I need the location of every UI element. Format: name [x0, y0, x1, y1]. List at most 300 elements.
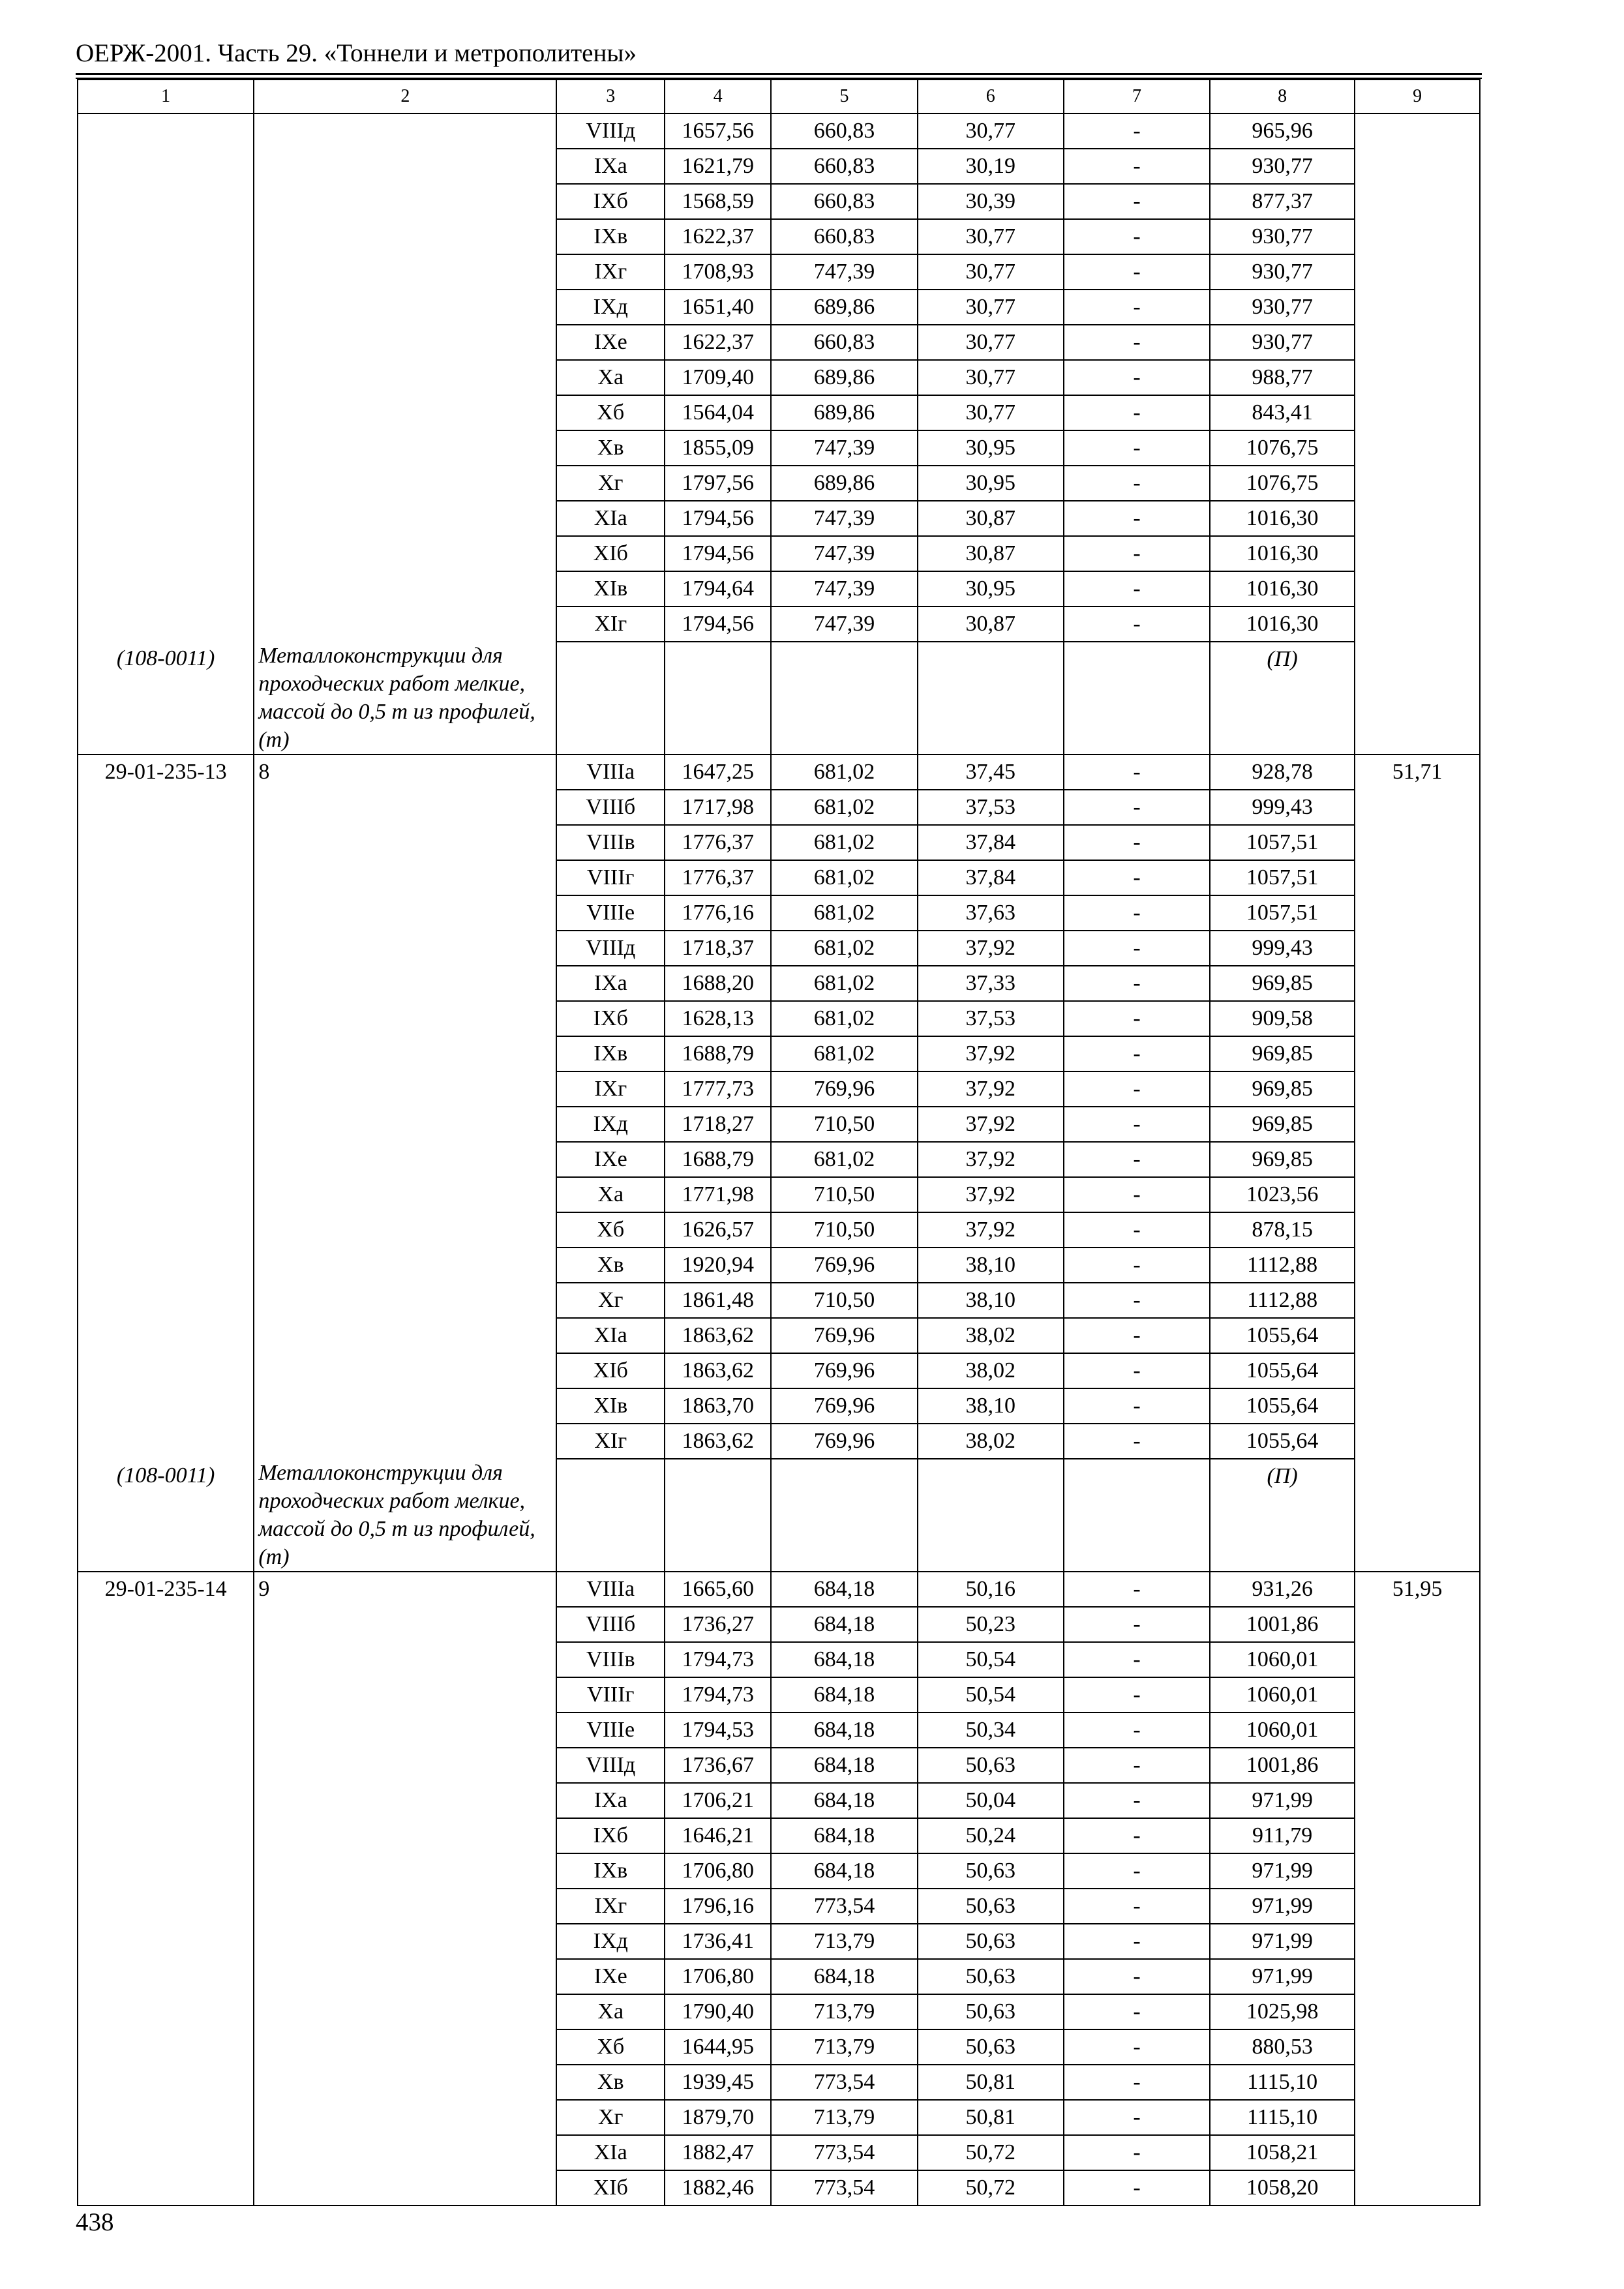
- materials-cell: 931,26: [1210, 1572, 1355, 1607]
- total-cost-cell: 1879,70: [665, 2100, 771, 2135]
- table-row: [78, 1853, 1480, 1889]
- zone-cell: XIг: [556, 606, 665, 642]
- code-cell: [78, 860, 254, 895]
- machine-cost-cell: 37,92: [918, 1212, 1064, 1248]
- machine-cost-cell: 37,84: [918, 825, 1064, 860]
- name-cell: [254, 1248, 556, 1283]
- wages-cell: 684,18: [771, 1783, 917, 1818]
- total-cost-cell: 1708,93: [665, 254, 771, 290]
- name-cell: [254, 466, 556, 501]
- driver-wages-cell: -: [1064, 2029, 1210, 2065]
- labor-empty-cell: [1355, 1283, 1480, 1318]
- code-cell: [78, 825, 254, 860]
- code-cell: [78, 1642, 254, 1677]
- name-cell: [254, 149, 556, 184]
- labor-empty-cell: [1355, 1783, 1480, 1818]
- code-cell: [78, 2170, 254, 2206]
- table-row: [78, 2065, 1480, 2100]
- code-cell: [78, 536, 254, 571]
- machine-cost-cell: 30,77: [918, 395, 1064, 430]
- driver-wages-cell: -: [1064, 2170, 1210, 2206]
- table-row: [78, 2135, 1480, 2170]
- wages-cell: 689,86: [771, 466, 917, 501]
- wages-cell: 747,39: [771, 501, 917, 536]
- machine-cost-cell: 37,92: [918, 1177, 1064, 1212]
- code-cell: [78, 395, 254, 430]
- rate-code: 29-01-235-14: [78, 1572, 254, 1607]
- resource-empty-cell: [556, 642, 665, 755]
- resource-row: [78, 642, 1480, 755]
- wages-cell: 684,18: [771, 1853, 917, 1889]
- wages-cell: 713,79: [771, 1924, 917, 1959]
- code-cell: [78, 184, 254, 219]
- driver-wages-cell: -: [1064, 1248, 1210, 1283]
- resource-row: [78, 1459, 1480, 1572]
- zone-cell: Xв: [556, 1248, 665, 1283]
- table-row: [78, 1889, 1480, 1924]
- labor-empty-cell: [1355, 2065, 1480, 2100]
- table-row: [78, 1677, 1480, 1713]
- driver-wages-cell: -: [1064, 1642, 1210, 1677]
- labor-empty-cell: [1355, 642, 1480, 755]
- zone-cell: XIв: [556, 1388, 665, 1424]
- table-row: [78, 1353, 1480, 1388]
- zone-cell: XIг: [556, 1424, 665, 1459]
- labor-cell: 51,71: [1355, 755, 1480, 790]
- wages-cell: 681,02: [771, 966, 917, 1001]
- materials-cell: 971,99: [1210, 1853, 1355, 1889]
- name-cell: [254, 1142, 556, 1177]
- labor-empty-cell: [1355, 606, 1480, 642]
- name-cell: [254, 2065, 556, 2100]
- table-row: [78, 501, 1480, 536]
- total-cost-cell: 1855,09: [665, 430, 771, 466]
- code-cell: [78, 1212, 254, 1248]
- total-cost-cell: 1863,70: [665, 1388, 771, 1424]
- wages-cell: 689,86: [771, 290, 917, 325]
- labor-empty-cell: [1355, 1212, 1480, 1248]
- machine-cost-cell: 50,81: [918, 2065, 1064, 2100]
- driver-wages-cell: -: [1064, 1424, 1210, 1459]
- labor-empty-cell: [1355, 2029, 1480, 2065]
- wages-cell: 660,83: [771, 219, 917, 254]
- total-cost-cell: 1796,16: [665, 1889, 771, 1924]
- machine-cost-cell: 30,77: [918, 113, 1064, 149]
- table-row: [78, 360, 1480, 395]
- wages-cell: 773,54: [771, 2065, 917, 2100]
- machine-cost-cell: 50,54: [918, 1642, 1064, 1677]
- code-cell: [78, 290, 254, 325]
- table-row: [78, 1142, 1480, 1177]
- materials-cell: 911,79: [1210, 1818, 1355, 1853]
- machine-cost-cell: 37,45: [918, 755, 1064, 790]
- driver-wages-cell: -: [1064, 290, 1210, 325]
- table-row: [78, 219, 1480, 254]
- materials-cell: 1057,51: [1210, 825, 1355, 860]
- zone-cell: Xб: [556, 1212, 665, 1248]
- labor-empty-cell: [1355, 1459, 1480, 1572]
- driver-wages-cell: -: [1064, 860, 1210, 895]
- zone-cell: Xa: [556, 360, 665, 395]
- zone-cell: XIб: [556, 1353, 665, 1388]
- table-row: [78, 931, 1480, 966]
- driver-wages-cell: -: [1064, 1283, 1210, 1318]
- code-cell: [78, 219, 254, 254]
- total-cost-cell: 1718,37: [665, 931, 771, 966]
- table-row: [78, 113, 1480, 149]
- resource-marker: (П): [1210, 1459, 1355, 1572]
- total-cost-cell: 1688,20: [665, 966, 771, 1001]
- code-cell: [78, 1783, 254, 1818]
- driver-wages-cell: -: [1064, 254, 1210, 290]
- wages-cell: 681,02: [771, 825, 917, 860]
- wages-cell: 713,79: [771, 2029, 917, 2065]
- table-row: [78, 1642, 1480, 1677]
- table-row: [78, 1959, 1480, 1994]
- driver-wages-cell: -: [1064, 536, 1210, 571]
- driver-wages-cell: -: [1064, 1036, 1210, 1071]
- labor-empty-cell: [1355, 1853, 1480, 1889]
- total-cost-cell: 1736,41: [665, 1924, 771, 1959]
- name-cell: [254, 790, 556, 825]
- materials-cell: 1023,56: [1210, 1177, 1355, 1212]
- labor-empty-cell: [1355, 1994, 1480, 2029]
- total-cost-cell: 1736,27: [665, 1607, 771, 1642]
- machine-cost-cell: 30,87: [918, 501, 1064, 536]
- wages-cell: 681,02: [771, 1001, 917, 1036]
- wages-cell: 681,02: [771, 1142, 917, 1177]
- labor-empty-cell: [1355, 1388, 1480, 1424]
- table-row: [78, 1388, 1480, 1424]
- zone-cell: IXa: [556, 149, 665, 184]
- total-cost-cell: 1626,57: [665, 1212, 771, 1248]
- wages-cell: 769,96: [771, 1388, 917, 1424]
- name-cell: [254, 966, 556, 1001]
- code-cell: [78, 606, 254, 642]
- driver-wages-cell: -: [1064, 755, 1210, 790]
- resource-name: Металлоконструкции для проходческих работ мелкие, массой до 0,5 т из профилей, (т): [254, 642, 556, 755]
- materials-cell: 969,85: [1210, 966, 1355, 1001]
- materials-cell: 1016,30: [1210, 571, 1355, 606]
- resource-empty-cell: [771, 642, 917, 755]
- materials-cell: 880,53: [1210, 2029, 1355, 2065]
- zone-cell: VIIIa: [556, 755, 665, 790]
- resource-empty-cell: [918, 1459, 1064, 1572]
- name-cell: [254, 536, 556, 571]
- resource-empty-cell: [918, 642, 1064, 755]
- code-cell: [78, 1607, 254, 1642]
- driver-wages-cell: -: [1064, 1959, 1210, 1994]
- code-cell: [78, 1748, 254, 1783]
- materials-cell: 930,77: [1210, 149, 1355, 184]
- driver-wages-cell: -: [1064, 1212, 1210, 1248]
- labor-empty-cell: [1355, 466, 1480, 501]
- machine-cost-cell: 37,63: [918, 895, 1064, 931]
- zone-cell: VIIIг: [556, 1677, 665, 1713]
- zone-cell: VIIIд: [556, 113, 665, 149]
- table-row: [78, 2170, 1480, 2206]
- wages-cell: 684,18: [771, 1713, 917, 1748]
- labor-empty-cell: [1355, 1642, 1480, 1677]
- total-cost-cell: 1622,37: [665, 325, 771, 360]
- table-row: [78, 430, 1480, 466]
- code-cell: [78, 1677, 254, 1713]
- zone-cell: XIa: [556, 1318, 665, 1353]
- materials-cell: 969,85: [1210, 1142, 1355, 1177]
- machine-cost-cell: 50,63: [918, 1748, 1064, 1783]
- machine-cost-cell: 50,63: [918, 2029, 1064, 2065]
- table-row: [78, 149, 1480, 184]
- wages-cell: 773,54: [771, 2170, 917, 2206]
- materials-cell: 971,99: [1210, 1959, 1355, 1994]
- table-row: [78, 1107, 1480, 1142]
- table-row: [78, 290, 1480, 325]
- code-cell: [78, 1107, 254, 1142]
- materials-cell: 1058,21: [1210, 2135, 1355, 2170]
- labor-empty-cell: [1355, 1353, 1480, 1388]
- materials-cell: 1112,88: [1210, 1283, 1355, 1318]
- rates-table: [77, 79, 1481, 2206]
- name-cell: [254, 2100, 556, 2135]
- total-cost-cell: 1863,62: [665, 1424, 771, 1459]
- name-cell: [254, 1353, 556, 1388]
- labor-empty-cell: [1355, 1142, 1480, 1177]
- driver-wages-cell: -: [1064, 1071, 1210, 1107]
- machine-cost-cell: 30,77: [918, 325, 1064, 360]
- table-row: [78, 895, 1480, 931]
- zone-cell: IXб: [556, 184, 665, 219]
- labor-empty-cell: [1355, 184, 1480, 219]
- wages-cell: 769,96: [771, 1353, 917, 1388]
- total-cost-cell: 1882,47: [665, 2135, 771, 2170]
- code-cell: [78, 2029, 254, 2065]
- column-number: 5: [771, 80, 917, 113]
- labor-empty-cell: [1355, 1889, 1480, 1924]
- table-row: [78, 1212, 1480, 1248]
- machine-cost-cell: 37,92: [918, 931, 1064, 966]
- wages-cell: 681,02: [771, 755, 917, 790]
- total-cost-cell: 1882,46: [665, 2170, 771, 2206]
- table-row: [78, 1283, 1480, 1318]
- table-row: [78, 325, 1480, 360]
- driver-wages-cell: -: [1064, 1677, 1210, 1713]
- code-cell: [78, 2135, 254, 2170]
- zone-cell: VIIIд: [556, 931, 665, 966]
- labor-empty-cell: [1355, 2135, 1480, 2170]
- resource-empty-cell: [1064, 642, 1210, 755]
- zone-cell: IXв: [556, 219, 665, 254]
- labor-empty-cell: [1355, 2170, 1480, 2206]
- machine-cost-cell: 30,95: [918, 430, 1064, 466]
- materials-cell: 971,99: [1210, 1889, 1355, 1924]
- code-cell: [78, 1248, 254, 1283]
- name-cell: [254, 1713, 556, 1748]
- table-row: [78, 536, 1480, 571]
- zone-cell: XIб: [556, 2170, 665, 2206]
- zone-cell: IXб: [556, 1818, 665, 1853]
- driver-wages-cell: -: [1064, 571, 1210, 606]
- wages-cell: 747,39: [771, 606, 917, 642]
- wages-cell: 769,96: [771, 1318, 917, 1353]
- name-cell: [254, 501, 556, 536]
- driver-wages-cell: -: [1064, 1107, 1210, 1142]
- code-cell: [78, 895, 254, 931]
- total-cost-cell: 1797,56: [665, 466, 771, 501]
- labor-empty-cell: [1355, 1177, 1480, 1212]
- name-cell: [254, 219, 556, 254]
- zone-cell: XIa: [556, 2135, 665, 2170]
- wages-cell: 660,83: [771, 325, 917, 360]
- machine-cost-cell: 50,72: [918, 2135, 1064, 2170]
- materials-cell: 1055,64: [1210, 1318, 1355, 1353]
- machine-cost-cell: 50,23: [918, 1607, 1064, 1642]
- name-cell: [254, 2029, 556, 2065]
- name-cell: [254, 1783, 556, 1818]
- labor-empty-cell: [1355, 290, 1480, 325]
- code-cell: [78, 254, 254, 290]
- driver-wages-cell: -: [1064, 360, 1210, 395]
- materials-cell: 1055,64: [1210, 1353, 1355, 1388]
- materials-cell: 930,77: [1210, 325, 1355, 360]
- wages-cell: 681,02: [771, 1036, 917, 1071]
- name-cell: [254, 1818, 556, 1853]
- machine-cost-cell: 30,87: [918, 606, 1064, 642]
- materials-cell: 971,99: [1210, 1783, 1355, 1818]
- total-cost-cell: 1736,67: [665, 1748, 771, 1783]
- name-cell: [254, 1424, 556, 1459]
- driver-wages-cell: -: [1064, 1353, 1210, 1388]
- resource-marker: (П): [1210, 642, 1355, 755]
- total-cost-cell: 1771,98: [665, 1177, 771, 1212]
- wages-cell: 713,79: [771, 2100, 917, 2135]
- driver-wages-cell: -: [1064, 1853, 1210, 1889]
- column-number: 1: [78, 80, 254, 113]
- name-cell: [254, 571, 556, 606]
- page-number: 438: [76, 2208, 114, 2236]
- column-number: 4: [665, 80, 771, 113]
- name-cell: [254, 430, 556, 466]
- materials-cell: 999,43: [1210, 931, 1355, 966]
- driver-wages-cell: -: [1064, 931, 1210, 966]
- materials-cell: 1115,10: [1210, 2100, 1355, 2135]
- wages-cell: 769,96: [771, 1248, 917, 1283]
- driver-wages-cell: -: [1064, 1818, 1210, 1853]
- machine-cost-cell: 30,77: [918, 360, 1064, 395]
- machine-cost-cell: 50,63: [918, 1924, 1064, 1959]
- table-row: [78, 1036, 1480, 1071]
- code-cell: [78, 501, 254, 536]
- table-row: [78, 1177, 1480, 1212]
- machine-cost-cell: 38,10: [918, 1248, 1064, 1283]
- materials-cell: 1055,64: [1210, 1388, 1355, 1424]
- wages-cell: 660,83: [771, 184, 917, 219]
- total-cost-cell: 1776,37: [665, 860, 771, 895]
- labor-empty-cell: [1355, 1424, 1480, 1459]
- resource-empty-cell: [556, 1459, 665, 1572]
- zone-cell: Xг: [556, 2100, 665, 2135]
- wages-cell: 681,02: [771, 790, 917, 825]
- materials-cell: 969,85: [1210, 1107, 1355, 1142]
- labor-empty-cell: [1355, 501, 1480, 536]
- zone-cell: IXд: [556, 1107, 665, 1142]
- labor-empty-cell: [1355, 571, 1480, 606]
- driver-wages-cell: -: [1064, 895, 1210, 931]
- machine-cost-cell: 38,02: [918, 1353, 1064, 1388]
- labor-empty-cell: [1355, 790, 1480, 825]
- wages-cell: 684,18: [771, 1677, 917, 1713]
- wages-cell: 769,96: [771, 1071, 917, 1107]
- table-row: [78, 395, 1480, 430]
- labor-cell: 51,95: [1355, 1572, 1480, 1607]
- wages-cell: 684,18: [771, 1572, 917, 1607]
- resource-empty-cell: [665, 642, 771, 755]
- code-cell: [78, 571, 254, 606]
- total-cost-cell: 1709,40: [665, 360, 771, 395]
- driver-wages-cell: -: [1064, 1142, 1210, 1177]
- materials-cell: 999,43: [1210, 790, 1355, 825]
- materials-cell: 1016,30: [1210, 536, 1355, 571]
- machine-cost-cell: 50,34: [918, 1713, 1064, 1748]
- code-cell: [78, 931, 254, 966]
- zone-cell: IXд: [556, 290, 665, 325]
- materials-cell: 1060,01: [1210, 1713, 1355, 1748]
- table-row: [78, 1424, 1480, 1459]
- machine-cost-cell: 37,92: [918, 1107, 1064, 1142]
- code-cell: [78, 1853, 254, 1889]
- table-row: [78, 860, 1480, 895]
- materials-cell: 878,15: [1210, 1212, 1355, 1248]
- total-cost-cell: 1718,27: [665, 1107, 771, 1142]
- header-rule-thick: [76, 73, 1482, 75]
- labor-empty-cell: [1355, 1677, 1480, 1713]
- machine-cost-cell: 50,16: [918, 1572, 1064, 1607]
- zone-cell: IXб: [556, 1001, 665, 1036]
- wages-cell: 747,39: [771, 254, 917, 290]
- materials-cell: 1025,98: [1210, 1994, 1355, 2029]
- name-cell: [254, 606, 556, 642]
- name-cell: [254, 825, 556, 860]
- total-cost-cell: 1706,21: [665, 1783, 771, 1818]
- materials-cell: 1001,86: [1210, 1607, 1355, 1642]
- code-cell: [78, 1994, 254, 2029]
- zone-cell: Xa: [556, 1994, 665, 2029]
- driver-wages-cell: -: [1064, 2135, 1210, 2170]
- zone-cell: IXa: [556, 1783, 665, 1818]
- materials-cell: 965,96: [1210, 113, 1355, 149]
- zone-cell: Xг: [556, 466, 665, 501]
- total-cost-cell: 1647,25: [665, 755, 771, 790]
- name-cell: [254, 1994, 556, 2029]
- zone-cell: Xв: [556, 2065, 665, 2100]
- materials-cell: 1057,51: [1210, 895, 1355, 931]
- zone-cell: VIIIд: [556, 1748, 665, 1783]
- code-cell: [78, 966, 254, 1001]
- table-row: [78, 1607, 1480, 1642]
- code-cell: [78, 1142, 254, 1177]
- code-cell: [78, 149, 254, 184]
- wages-cell: 660,83: [771, 149, 917, 184]
- wages-cell: 684,18: [771, 1818, 917, 1853]
- materials-cell: 1076,75: [1210, 466, 1355, 501]
- total-cost-cell: 1776,37: [665, 825, 771, 860]
- zone-cell: XIa: [556, 501, 665, 536]
- zone-cell: IXд: [556, 1924, 665, 1959]
- zone-cell: VIIIг: [556, 860, 665, 895]
- table-row: [78, 254, 1480, 290]
- name-cell: [254, 113, 556, 149]
- total-cost-cell: 1776,16: [665, 895, 771, 931]
- table-row: [78, 790, 1480, 825]
